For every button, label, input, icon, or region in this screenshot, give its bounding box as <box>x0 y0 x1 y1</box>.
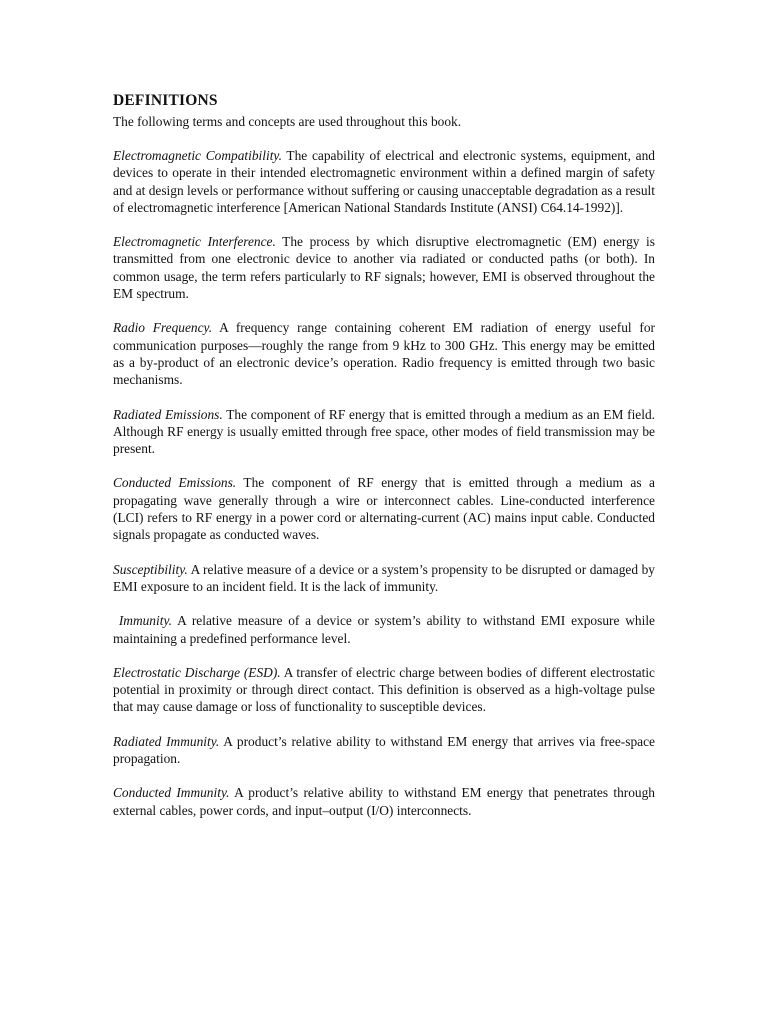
definition-term: Immunity. <box>113 613 172 629</box>
definition-text: A relative measure of a device or a system’s propensity to be disrupted or damaged by EMI exposure to an incident field. It is the lack of immunity. <box>113 561 655 594</box>
definition-conducted-emissions <box>113 474 655 543</box>
definition-electromagnetic-compatibility <box>113 147 655 216</box>
definition-text: A transfer of electric charge between bodies of different electrostatic potential in proximity or through direct contact. This definition is observed as a high-voltage pulse that may cause damage or loss of functionality to susceptible devices. <box>113 664 655 715</box>
definition-text: A frequency range containing coherent EM radiation of energy useful for communication purposes—roughly the range from 9 kHz to 300 GHz. This energy may be emitted as a by-product of an electronic device’s operation. Radio frequency is emitted through two basic mechanisms. <box>113 320 656 388</box>
definition-susceptibility <box>113 561 655 596</box>
document-page <box>113 92 655 819</box>
definition-radio-frequency <box>113 319 655 388</box>
definition-text: The component of RF energy that is emitted through a medium as an EM field. Although RF energy is usually emitted through free space, other modes of field transmission may be present. <box>113 406 655 457</box>
definition-immunity <box>113 612 655 647</box>
definition-text: A product’s relative ability to withstand EM energy that penetrates through external cables, power cords, and input–output (I/O) interconnects. <box>113 785 656 818</box>
definition-text: A product’s relative ability to withstand EM energy that arrives via free-space propagation. <box>113 733 655 767</box>
definition-term: Susceptibility. <box>113 561 188 577</box>
page-title: DEFINITIONS <box>113 92 218 109</box>
definition-text: The capability of electrical and electronic systems, equipment, and devices to operate in their intended electromagnetic environment within a defined margin of safety and at design levels or performance without suffering or causing unacceptable degradation as a result of electromagnetic interference [American National Standards Institute (ANSI) C64.14-1992)]. <box>113 148 655 215</box>
definition-text: The process by which disruptive electromagnetic (EM) energy is transmitted from one electronic device to another via radiated or conducted paths (or both). In common usage, the term refers particularly to RF signals; however, EMI is observed throughout the EM spectrum. <box>113 234 655 302</box>
definition-electromagnetic-interference <box>113 233 655 302</box>
definition-term: Electromagnetic Compatibility. <box>113 148 282 163</box>
definition-term: Electrostatic Discharge (ESD). <box>113 664 281 680</box>
intro-paragraph: The following terms and concepts are used throughout this book. <box>113 114 462 129</box>
definition-conducted-immunity <box>113 784 655 819</box>
definition-term: Conducted Emissions. <box>113 475 237 491</box>
definition-term: Electromagnetic Interference. <box>113 234 276 250</box>
definition-electrostatic-discharge <box>113 664 655 716</box>
definition-radiated-immunity <box>113 733 655 768</box>
definition-text: A relative measure of a device or system’s ability to withstand EMI exposure while maintaining a predefined performance level. <box>113 613 655 646</box>
definition-term: Radiated Emissions. <box>113 406 223 422</box>
definition-term: Radiated Immunity. <box>113 733 220 749</box>
definition-radiated-emissions <box>113 406 655 458</box>
definition-term: Radio Frequency. <box>113 320 213 336</box>
definition-text: The component of RF energy that is emitted through a medium as a propagating wave generally through a wire or interconnect cables. Line-conducted interference (LCI) refers to RF energy in a power cord or alternating-current (AC) mains input cable. Conducted signals propagate as conducted waves. <box>113 475 655 543</box>
definition-term: Conducted Immunity. <box>113 785 230 801</box>
